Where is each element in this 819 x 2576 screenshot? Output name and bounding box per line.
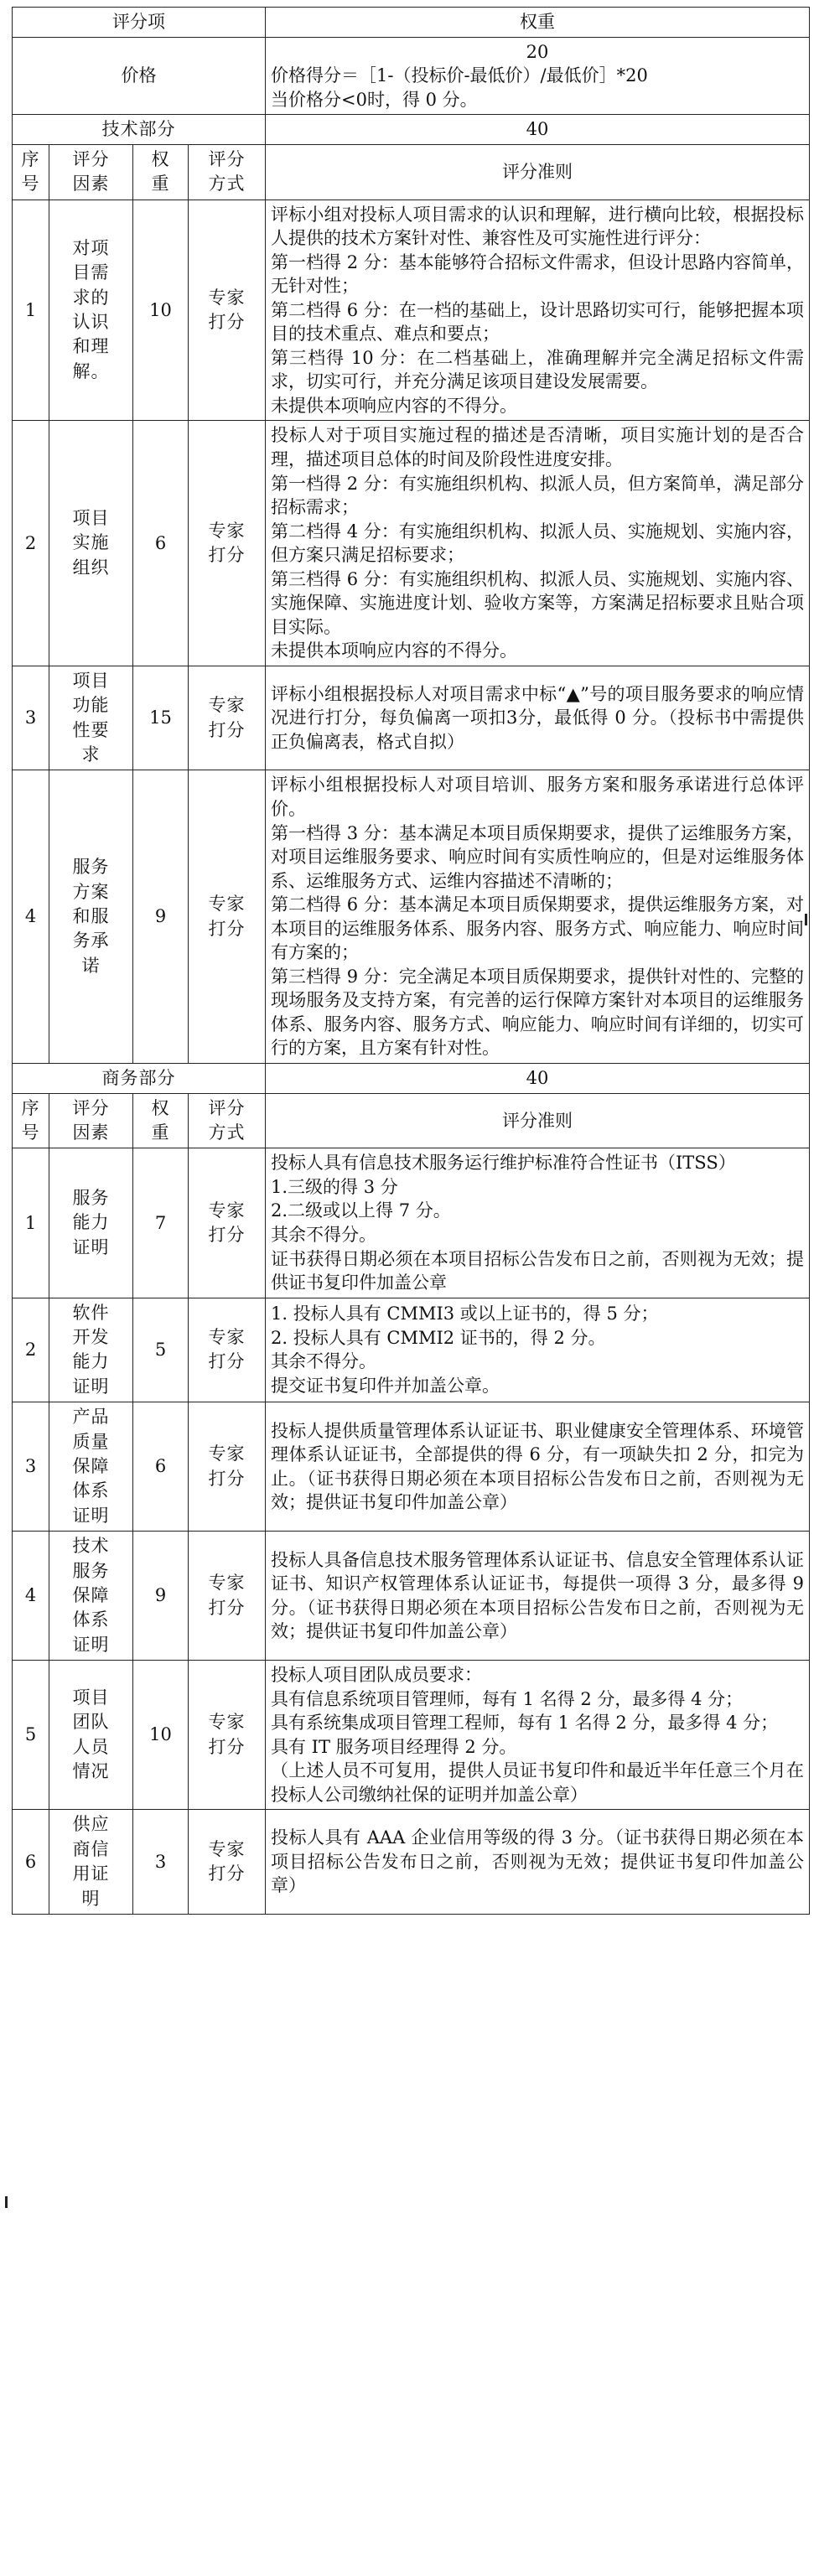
business-rows bbox=[13, 1148, 810, 1915]
technical-method: 专家打分 bbox=[208, 894, 246, 939]
technical-row bbox=[13, 770, 810, 1064]
business-row bbox=[13, 1532, 810, 1661]
technical-factor: 对项目需求的认识和理解。 bbox=[72, 237, 110, 381]
business-weight: 7 bbox=[154, 1212, 167, 1233]
technical-column-headers bbox=[13, 144, 810, 200]
technical-row-number: 3 bbox=[24, 707, 37, 728]
business-row-number: 1 bbox=[24, 1212, 37, 1233]
criteria-line: 投标人具有信息技术服务运行维护标准符合性证书（ITSS） bbox=[271, 1153, 736, 1174]
business-factor: 产品质量保障体系证明 bbox=[72, 1407, 110, 1526]
criteria-line: 投标人具有 AAA 企业信用等级的得 3 分。（证书获得日期必须在本项目招标公告发布日之前，否则视为无效；提供证书复印件加盖公章） bbox=[271, 1827, 804, 1896]
criteria-line: 评标小组根据投标人对项目需求中标“▲”号的项目服务要求的响应情况进行打分，每负偏离一项扣3分，最低得 0 分。（投标书中需提供正负偏离表，格式自拟） bbox=[271, 683, 804, 752]
col-header-weight: 权重 bbox=[151, 1097, 170, 1143]
technical-row bbox=[13, 421, 810, 666]
criteria-line: 1. 投标人具有 CMMI3 或以上证书的，得 5 分； bbox=[271, 1304, 659, 1324]
technical-row-number: 2 bbox=[24, 532, 37, 553]
price-note: 当价格分<0时，得 0 分。 bbox=[271, 89, 478, 110]
header-item-label: 评分项 bbox=[13, 8, 266, 38]
col-header-method: 评分方式 bbox=[208, 148, 246, 194]
business-row bbox=[13, 1661, 810, 1810]
business-method: 专家打分 bbox=[208, 1200, 246, 1245]
scan-mark bbox=[805, 914, 807, 925]
business-section-weight: 40 bbox=[266, 1064, 810, 1094]
business-weight: 10 bbox=[149, 1724, 172, 1745]
col-header-method: 评分方式 bbox=[208, 1097, 246, 1143]
criteria-line: 投标人提供质量管理体系认证证书、职业健康安全管理体系、环境管理体系认证证书，全部提供的得 6 分，有一项缺失扣 2 分，扣完为止。（证书获得日期必须在本项目招标公告发布日之前，否则视为无效；提供证书复印件加盖公章） bbox=[271, 1420, 804, 1513]
technical-criteria bbox=[266, 200, 810, 421]
criteria-line: 第二档得 4 分：有实施组织机构、拟派人员、实施规划、实施内容，但方案只满足招标要求； bbox=[271, 521, 804, 566]
technical-row bbox=[13, 666, 810, 770]
business-factor: 项目团队人员情况 bbox=[72, 1687, 110, 1782]
technical-section-label: 技术部分 bbox=[13, 115, 266, 145]
business-row bbox=[13, 1810, 810, 1915]
scoring-table bbox=[12, 7, 810, 1915]
business-row-number: 6 bbox=[24, 1851, 37, 1872]
technical-weight: 15 bbox=[149, 707, 172, 728]
business-row-number: 3 bbox=[24, 1456, 37, 1477]
criteria-line: 第三档得 10 分：在二档基础上，准确理解并完全满足招标文件需求，切实可行，并充分满足该项目建设发展需要。 bbox=[271, 347, 804, 392]
technical-method: 专家打分 bbox=[208, 695, 246, 740]
business-method: 专家打分 bbox=[208, 1443, 246, 1489]
criteria-line: （上述人员不可复用，提供人员证书复印件和最近半年任意三个月在投标人公司缴纳社保的证明并加盖公章） bbox=[271, 1760, 804, 1805]
technical-weight: 6 bbox=[154, 532, 167, 553]
price-weight: 20 bbox=[526, 41, 549, 62]
criteria-line: 未提供本项响应内容的不得分。 bbox=[271, 640, 517, 661]
criteria-line: 第一档得 2 分：有实施组织机构、拟派人员，但方案简单，满足部分招标需求； bbox=[271, 473, 804, 518]
price-row bbox=[13, 37, 810, 115]
criteria-line: 第二档得 6 分：基本满足本项目质保期要求，提供运维服务方案，对本项目的运维服务体系、服务内容、服务方式、响应能力、响应时间有方案的； bbox=[271, 894, 804, 963]
business-weight: 9 bbox=[154, 1585, 167, 1606]
technical-rows bbox=[13, 200, 810, 1064]
criteria-line: 评标小组根据投标人对项目培训、服务方案和服务承诺进行总体评价。 bbox=[271, 775, 804, 820]
business-row bbox=[13, 1298, 810, 1402]
business-method: 专家打分 bbox=[208, 1327, 246, 1372]
technical-row-number: 1 bbox=[24, 299, 37, 320]
technical-criteria bbox=[266, 421, 810, 666]
criteria-line: 证书获得日期必须在本项目招标公告发布日之前，否则视为无效；提供证书复印件加盖公章 bbox=[271, 1248, 804, 1293]
technical-factor: 服务方案和服务承诺 bbox=[72, 857, 110, 976]
business-factor: 服务能力证明 bbox=[72, 1187, 110, 1257]
business-criteria bbox=[266, 1661, 810, 1810]
criteria-line: 第一档得 3 分：基本满足本项目质保期要求，提供了运维服务方案，对项目运维服务要求、响应时间有实质性响应的，但是对运维服务体系、运维服务方式、运维内容描述不清晰的； bbox=[271, 822, 804, 891]
technical-method: 专家打分 bbox=[208, 520, 246, 566]
criteria-line: 具有信息系统项目管理师，每有 1 名得 2 分，最多得 4 分； bbox=[271, 1688, 744, 1709]
criteria-line: 投标人对于项目实施过程的描述是否清晰，项目实施计划的是否合理，描述项目总体的时间及阶段性进度安排。 bbox=[271, 425, 804, 469]
price-label: 价格 bbox=[13, 37, 266, 115]
col-header-weight: 权重 bbox=[151, 148, 170, 194]
business-section-label: 商务部分 bbox=[13, 1064, 266, 1094]
business-factor: 供应商信用证明 bbox=[72, 1814, 110, 1909]
criteria-line: 评标小组对投标人项目需求的认识和理解，进行横向比较，根据投标人提供的技术方案针对性、兼容性及可实施性进行评分： bbox=[271, 204, 804, 249]
technical-criteria bbox=[266, 666, 810, 770]
criteria-line: 投标人具备信息技术服务管理体系认证证书、信息安全管理体系认证证书、知识产权管理体系认证证书，每提供一项得 3 分，最多得 9 分。（证书获得日期必须在本项目招标公告发布日之前，否则视为无效；提供证书复印件加盖公章） bbox=[271, 1549, 810, 1642]
technical-method: 专家打分 bbox=[208, 287, 246, 332]
business-criteria bbox=[266, 1402, 810, 1532]
criteria-line: 投标人项目团队成员要求： bbox=[271, 1665, 482, 1686]
business-row-number: 2 bbox=[24, 1340, 37, 1361]
criteria-line: 第二档得 6 分：在一档的基础上，设计思路切实可行，能够把握本项目的技术重点、难点和要点； bbox=[271, 299, 804, 345]
business-method: 专家打分 bbox=[208, 1573, 246, 1618]
technical-row-number: 4 bbox=[24, 906, 37, 927]
criteria-line: 具有 IT 服务项目经理得 2 分。 bbox=[271, 1736, 517, 1757]
technical-section-row bbox=[13, 115, 810, 145]
technical-factor: 项目功能性要求 bbox=[72, 670, 110, 765]
header-weight-label: 权重 bbox=[266, 8, 810, 38]
business-weight: 3 bbox=[154, 1851, 167, 1872]
business-criteria bbox=[266, 1532, 810, 1661]
header-row bbox=[13, 8, 810, 38]
technical-factor: 项目实施组织 bbox=[72, 508, 110, 578]
scan-mark bbox=[5, 2196, 8, 2208]
business-row bbox=[13, 1402, 810, 1532]
business-factor: 软件开发能力证明 bbox=[72, 1302, 110, 1397]
scoring-document bbox=[12, 7, 809, 1915]
criteria-line: 2. 投标人具有 CMMI2 证书的，得 2 分。 bbox=[271, 1327, 606, 1348]
criteria-line: 第三档得 9 分：完全满足本项目质保期要求，提供针对性的、完整的现场服务及支持方案，有完善的运行保障方案针对本项目的运维服务体系、服务内容、服务方式、响应能力、响应时间有详细的，切实可行的方案，且方案有针对性。 bbox=[271, 966, 804, 1059]
criteria-line: 1.三级的得 3 分 bbox=[271, 1176, 398, 1197]
criteria-line: 具有系统集成项目管理工程师，每有 1 名得 2 分，最多得 4 分； bbox=[271, 1713, 779, 1734]
criteria-line: 第三档得 6 分：有实施组织机构、拟派人员、实施规划、实施内容、实施保障、实施进度计划、验收方案等，方案满足招标要求且贴合项目实际。 bbox=[271, 568, 804, 637]
business-method: 专家打分 bbox=[208, 1712, 246, 1757]
business-factor: 技术服务保障体系证明 bbox=[72, 1536, 110, 1655]
business-weight: 5 bbox=[154, 1340, 167, 1361]
technical-section-weight: 40 bbox=[266, 115, 810, 145]
business-row bbox=[13, 1148, 810, 1298]
business-section-row bbox=[13, 1064, 810, 1094]
col-header-no: 序号 bbox=[21, 1097, 40, 1143]
criteria-line: 第一档得 2 分：基本能够符合招标文件需求，但设计思路内容简单，无针对性； bbox=[271, 251, 804, 297]
technical-weight: 10 bbox=[149, 299, 172, 320]
criteria-line: 2.二级或以上得 7 分。 bbox=[271, 1200, 451, 1221]
business-criteria bbox=[266, 1810, 810, 1915]
criteria-line: 其余不得分。 bbox=[271, 1225, 376, 1245]
technical-row bbox=[13, 200, 810, 421]
business-weight: 6 bbox=[154, 1456, 167, 1477]
col-header-no: 序号 bbox=[21, 148, 40, 194]
price-formula-cell bbox=[266, 37, 810, 115]
col-header-factor: 评分因素 bbox=[72, 148, 110, 194]
col-header-criteria: 评分准则 bbox=[266, 144, 810, 200]
col-header-criteria: 评分准则 bbox=[266, 1093, 810, 1148]
business-row-number: 4 bbox=[24, 1585, 37, 1606]
technical-weight: 9 bbox=[154, 906, 167, 927]
business-method: 专家打分 bbox=[208, 1838, 246, 1884]
col-header-factor: 评分因素 bbox=[72, 1097, 110, 1143]
business-row-number: 5 bbox=[24, 1724, 37, 1745]
business-criteria bbox=[266, 1298, 810, 1402]
price-formula: 价格得分＝［1-（投标价-最低价）/最低价］*20 bbox=[271, 65, 648, 86]
business-column-headers bbox=[13, 1093, 810, 1148]
technical-criteria bbox=[266, 770, 810, 1064]
business-criteria bbox=[266, 1148, 810, 1298]
criteria-line: 未提供本项响应内容的不得分。 bbox=[271, 395, 517, 416]
criteria-line: 提交证书复印件并加盖公章。 bbox=[271, 1375, 500, 1396]
criteria-line: 其余不得分。 bbox=[271, 1351, 376, 1372]
